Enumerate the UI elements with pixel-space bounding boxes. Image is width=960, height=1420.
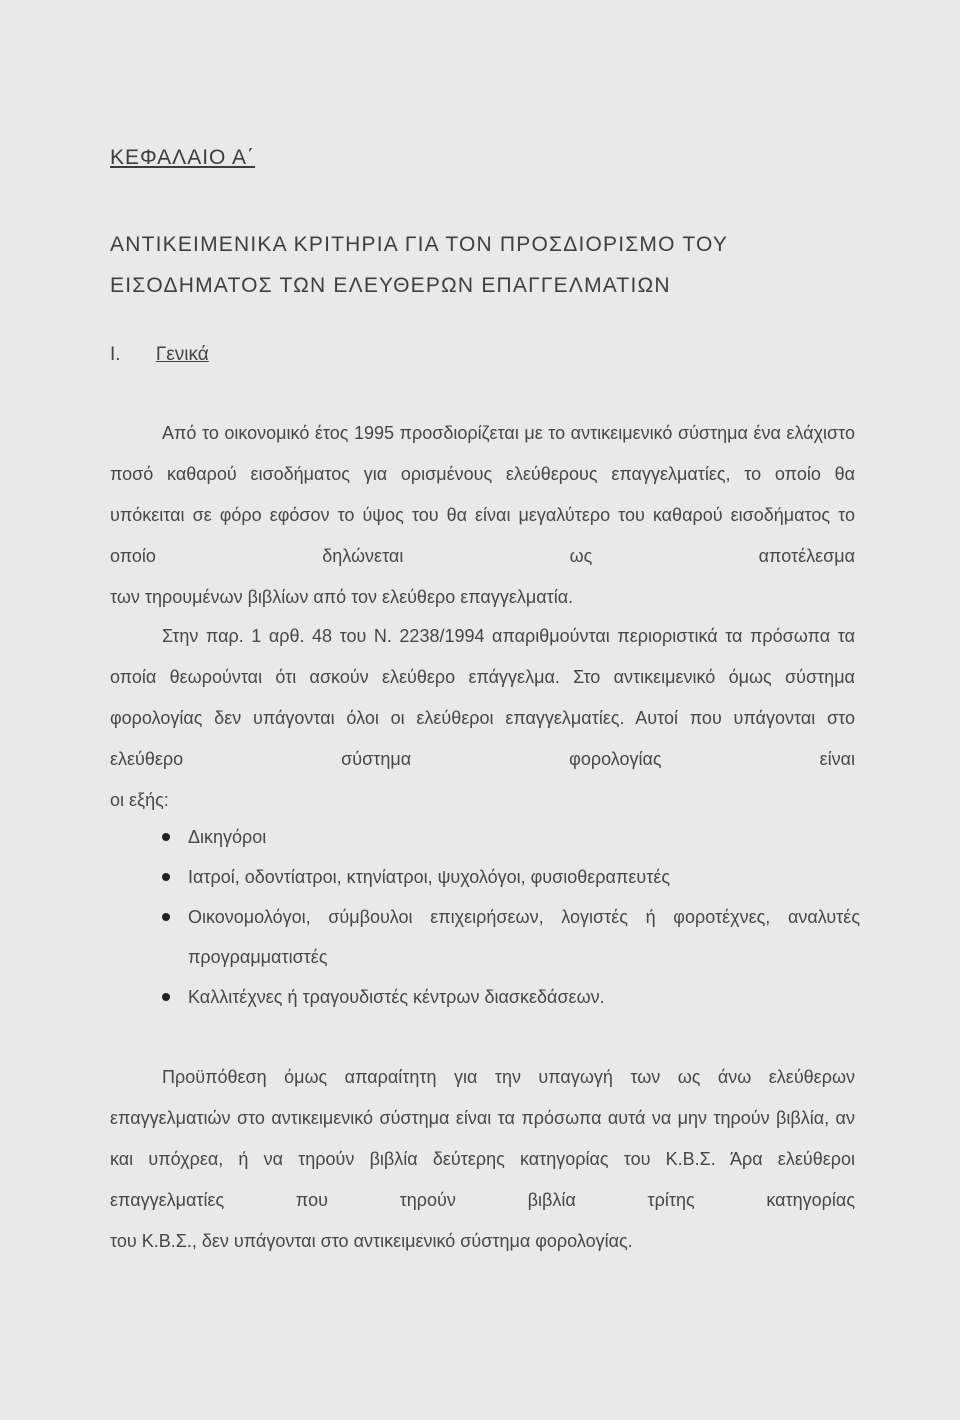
bullet-icon — [162, 833, 170, 841]
paragraph-line: τηρούν βιβλία, αν και υπόχρεα, ή να τηρούν βιβλία δεύτερης κατηγορίας του — [110, 1108, 855, 1169]
list-item: Οικονομολόγοι, σύμβουλοι επιχειρήσεων, λογιστές ή φοροτέχνες, αναλυτές προγραμματιστές — [160, 897, 860, 977]
bullet-icon — [162, 873, 170, 881]
document-title — [110, 224, 860, 306]
paragraph-line: Στην παρ. 1 αρθ. 48 του Ν. 2238/1994 απαριθμούνται περιοριστικά τα — [162, 626, 743, 646]
chapter-heading: ΚΕΦΑΛΑΙΟ Α΄ — [110, 146, 256, 169]
paragraph-2 — [110, 616, 855, 821]
paragraph-line: των τηρουμένων βιβλίων από τον ελεύθερο επαγγελματία. — [110, 587, 574, 607]
paragraph-3 — [110, 1057, 855, 1262]
paragraph-line: οι εξής: — [110, 790, 169, 810]
paragraph-line: αντικειμενικό όμως σύστημα φορολογίας δεν υπάγονται όλοι οι ελεύθεροι — [110, 667, 855, 728]
bullet-icon — [162, 993, 170, 1001]
bullet-icon — [162, 913, 170, 921]
paragraph-line: του Κ.Β.Σ., δεν υπάγονται στο αντικειμενικό σύστημα φορολογίας. — [110, 1231, 633, 1251]
paragraph-line: επαγγελματιών στο αντικειμενικό σύστημα είναι τα πρόσωπα αυτά να μην — [110, 1108, 708, 1128]
paragraph-line: επαγγελματίες, το οποίο θα υπόκειται σε φόρο εφόσον το ύψος του θα είναι — [110, 464, 856, 525]
paragraph-line: Προϋπόθεση όμως απαραίτητη για την υπαγωγή των ως άνω ελεύθερων — [162, 1067, 855, 1087]
section-number: Ι. — [110, 344, 121, 365]
professions-list — [160, 817, 860, 1017]
paragraph-line: πρόσωπα τα οποία θεωρούνται ότι ασκούν ελεύθερο επάγγελμα. Στο — [110, 626, 855, 687]
title-line: ΑΝΤΙΚΕΙΜΕΝΙΚΑ ΚΡΙΤΗΡΙΑ ΓΙΑ ΤΟΝ ΠΡΟΣΔΙΟΡΙΣΜΟ ΤΟΥ — [110, 233, 729, 256]
title-line: ΕΙΣΟΔΗΜΑΤΟΣ ΤΩΝ ΕΛΕΥΘΕΡΩΝ ΕΠΑΓΓΕΛΜΑΤΙΩΝ — [110, 274, 671, 297]
paragraph-1 — [110, 413, 855, 618]
list-item: Δικηγόροι — [160, 817, 860, 857]
list-item: Καλλιτέχνες ή τραγουδιστές κέντρων διασκεδάσεων. — [160, 977, 860, 1017]
section-heading — [110, 344, 209, 366]
paragraph-line: επαγγελματίες. Αυτοί που υπάγονται στο ελεύθερο σύστημα φορολογίας είναι — [110, 708, 855, 769]
paragraph-line: Κ.Β.Σ. Άρα ελεύθεροι επαγγελματίες που τηρούν βιβλία τρίτης κατηγορίας — [110, 1149, 855, 1210]
paragraph-line: μεγαλύτερο του καθαρού εισοδήματος το οποίο δηλώνεται ως αποτέλεσμα — [110, 505, 855, 566]
list-item: Ιατροί, οδοντίατροι, κτηνίατροι, ψυχολόγοι, φυσιοθεραπευτές — [160, 857, 860, 897]
paragraph-line: Από το οικονομικό έτος 1995 προσδιορίζεται με το αντικειμενικό — [162, 423, 673, 443]
section-label: Γενικά — [155, 344, 209, 365]
paragraph-line: σύστημα ένα ελάχιστο ποσό καθαρού εισοδήματος για ορισμένους ελεύθερους — [110, 423, 855, 484]
